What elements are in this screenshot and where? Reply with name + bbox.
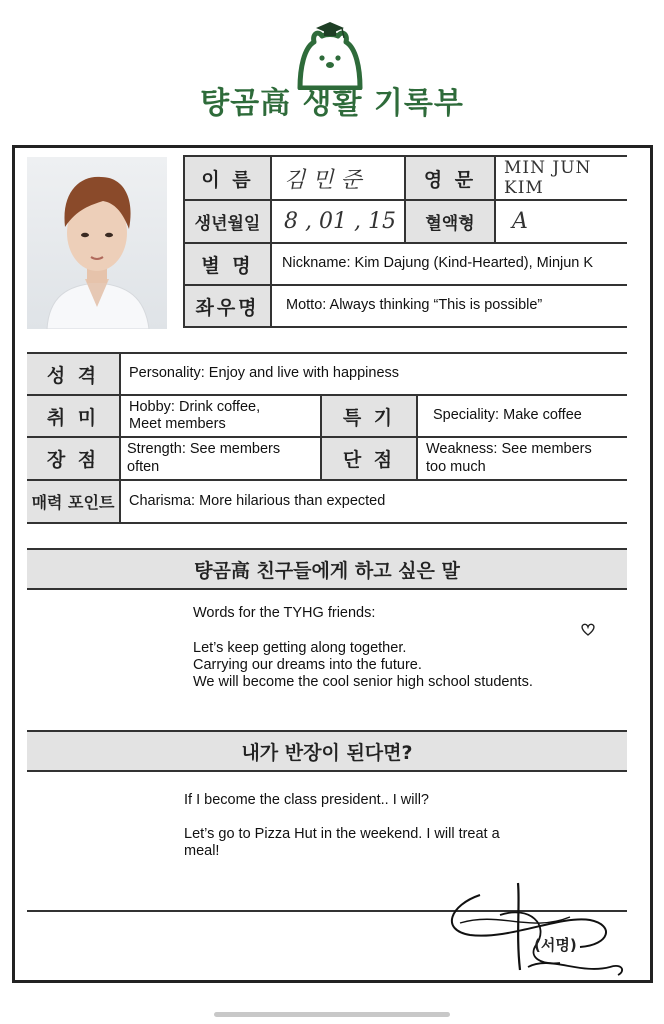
friends-section-title: 턍곰高 친구들에게 하고 싶은 말 xyxy=(27,548,627,590)
weakness-value xyxy=(426,438,626,479)
hobby-label: 취 미 xyxy=(46,406,100,429)
president-line-2: Let’s go to Pizza Hut in the weekend. I will treat a xyxy=(184,826,500,842)
friends-line-3: Carrying our dreams into the future. xyxy=(193,657,422,673)
president-line-1: If I become the class president.. I will? xyxy=(184,792,429,808)
speciality-label: 특 기 xyxy=(342,406,396,429)
nickname-label: 별 명 xyxy=(201,254,254,277)
nickname-value: Nickname: Kim Dajung (Kind-Hearted), Minjun K xyxy=(282,255,594,272)
friends-line-1: Words for the TYHG friends: xyxy=(193,605,376,621)
hobby-line-1: Hobby: Drink coffee, xyxy=(129,398,261,415)
blood-label: 혈액형 xyxy=(425,214,475,234)
birth-value: 8 , 01 , 15 xyxy=(284,209,396,234)
page-title: 턍곰高 생활 기록부 xyxy=(200,86,464,121)
blood-value: A xyxy=(512,209,528,234)
heart-icon xyxy=(580,621,596,637)
friends-line-2: Let’s keep getting along together. xyxy=(193,640,407,656)
president-section-title: 내가 반장이 된다면? xyxy=(27,730,627,772)
hobby-value xyxy=(129,396,319,436)
personality-label: 성 격 xyxy=(46,364,100,387)
strength-line-1: Strength: See members xyxy=(127,441,281,458)
weakness-line-1: Weakness: See members xyxy=(426,441,592,458)
speciality-value: Speciality: Make coffee xyxy=(433,407,582,424)
english-name-label: 영 문 xyxy=(423,168,477,191)
birth-label: 생년월일 xyxy=(194,214,261,234)
president-line-3: meal! xyxy=(184,843,220,859)
weakness-line-2: too much xyxy=(426,458,486,475)
strength-line-2: often xyxy=(127,458,160,475)
strength-value xyxy=(127,438,319,479)
name-value: 김 민 준 xyxy=(284,167,362,193)
friends-line-4: We will become the cool senior high school students. xyxy=(193,674,533,690)
signature-icon xyxy=(440,875,635,980)
home-indicator[interactable] xyxy=(214,1012,450,1017)
charisma-value: Charisma: More hilarious than expected xyxy=(129,492,386,509)
charisma-label: 매력 포인트 xyxy=(31,493,115,512)
motto-label: 좌우명 xyxy=(195,296,260,319)
hobby-line-2: Meet members xyxy=(129,416,226,432)
name-label: 이 름 xyxy=(201,168,254,191)
signature-label: (서명) xyxy=(534,936,577,954)
strength-label: 장 점 xyxy=(46,449,100,471)
student-photo xyxy=(27,157,167,329)
motto-value: Motto: Always thinking “This is possible” xyxy=(286,297,543,314)
english-name-value: MIN JUN KIM xyxy=(504,158,592,198)
personality-value: Personality: Enjoy and live with happiness xyxy=(129,365,400,382)
weakness-label: 단 점 xyxy=(342,449,396,471)
